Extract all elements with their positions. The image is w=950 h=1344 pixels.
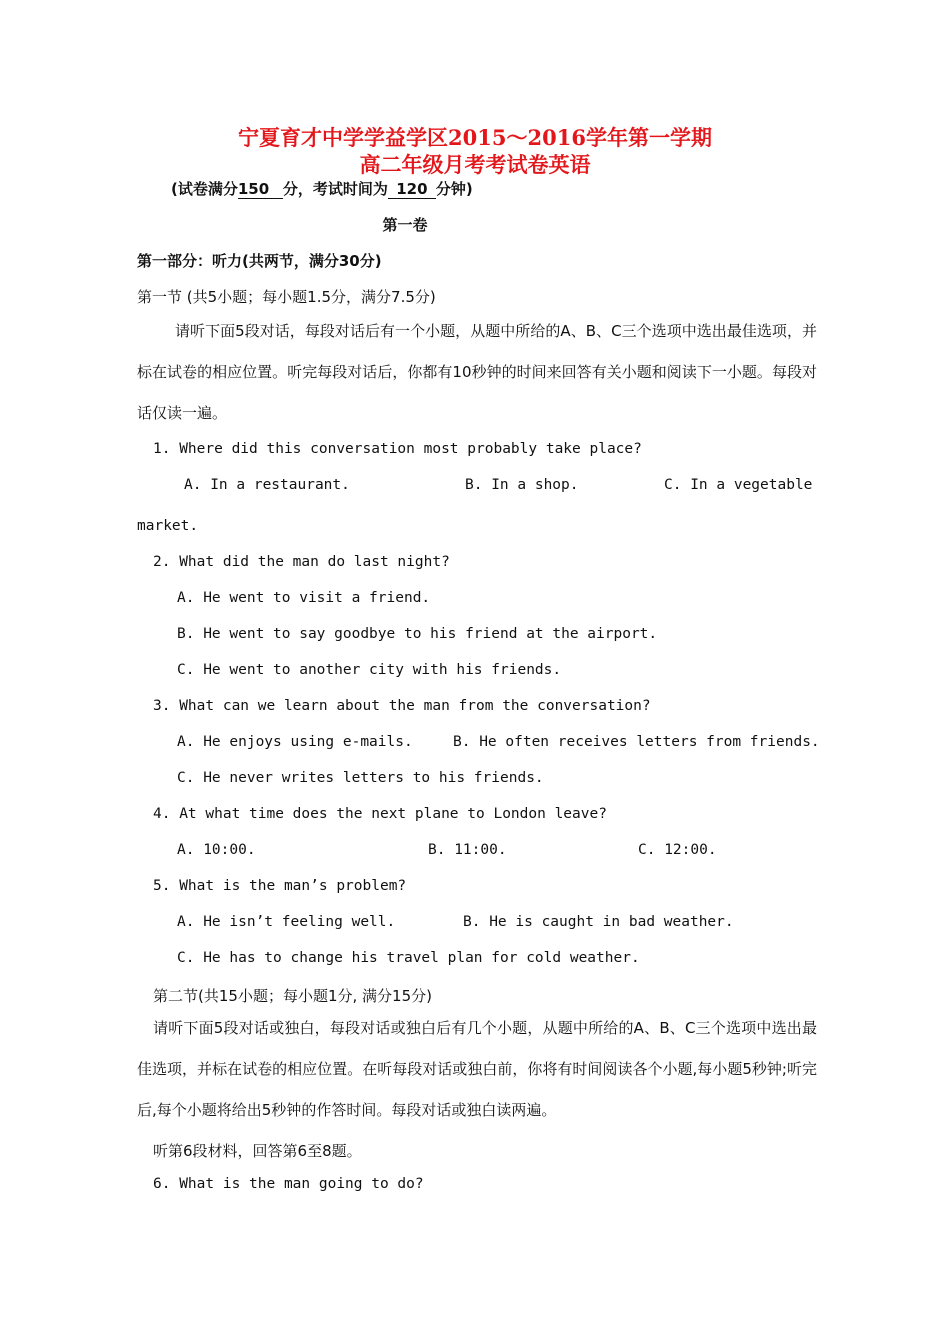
info-middle: 分，考试时间为	[282, 180, 388, 198]
question-4-option-c: C. 12:00.	[638, 842, 717, 858]
question-6-stem: 6. What is the man going to do?	[153, 1176, 424, 1192]
exam-title-line1: 宁夏育才中学学益学区2015～2016学年第一学期	[238, 125, 712, 150]
question-2-option-b: B. He went to say goodbye to his friend at the airport.	[177, 626, 658, 642]
question-5-option-c: C. He has to change his travel plan for cold weather.	[177, 950, 640, 966]
section-two-heading: 第二节(共15小题；每小题1分, 满分15分)	[153, 987, 432, 1005]
question-3-option-c: C. He never writes letters to his friends.	[177, 770, 544, 786]
question-3-option-b: B. He often receives letters from friends.	[453, 734, 820, 750]
question-1-option-c-wrap: market.	[137, 518, 199, 534]
question-5-option-b: B. He is caught in bad weather.	[463, 914, 734, 930]
question-5-stem: 5. What is the man’s problem?	[153, 878, 407, 894]
question-3-stem: 3. What can we learn about the man from the conversation?	[153, 698, 651, 714]
volume-heading: 第一卷	[382, 216, 428, 234]
question-1-option-c: C. In a vegetable	[664, 477, 813, 493]
section-two-instructions: 请听下面5段对话或独白，每段对话或独白后有几个小题，从题中所给的A、B、C三个选项中选出最佳选项，并标在试卷的相应位置。在听每段对话或独白前，你将有时间阅读各个小题,每小题5秒钟;听完后,每个小题将给出5秒钟的作答时间。每段对话或独白读两遍。	[137, 1019, 817, 1119]
question-2-option-c: C. He went to another city with his friends.	[177, 662, 562, 678]
question-4-option-b: B. 11:00.	[428, 842, 507, 858]
section-one-heading: 第一节 (共5小题；每小题1.5分，满分7.5分)	[137, 288, 436, 306]
full-score-value: 150	[238, 181, 283, 199]
info-prefix: (试卷满分	[171, 180, 238, 198]
question-4-stem: 4. At what time does the next plane to London leave?	[153, 806, 607, 822]
question-1-stem: 1. Where did this conversation most probably take place?	[153, 441, 642, 457]
material-6-note: 听第6段材料，回答第6至8题。	[153, 1142, 362, 1160]
question-1-option-a: A. In a restaurant.	[184, 477, 350, 493]
question-3-option-a: A. He enjoys using e-mails.	[177, 734, 413, 750]
question-4-option-a: A. 10:00.	[177, 842, 256, 858]
info-suffix: 分钟)	[435, 180, 473, 198]
question-5-option-a: A. He isn’t feeling well.	[177, 914, 396, 930]
part-one-heading: 第一部分：听力(共两节，满分30分)	[137, 252, 382, 270]
exam-time-value: 120	[388, 181, 436, 199]
section-one-instructions: 请听下面5段对话，每段对话后有一个小题，从题中所给的A、B、C三个选项中选出最佳选项，并标在试卷的相应位置。听完每段对话后，你都有10秒钟的时间来回答有关小题和阅读下一小题。每段对话仅读一遍。	[137, 322, 817, 422]
exam-info	[171, 178, 473, 199]
question-1-option-b: B. In a shop.	[465, 477, 579, 493]
question-2-option-a: A. He went to visit a friend.	[177, 590, 431, 606]
exam-title-line2: 高二年级月考考试卷英语	[359, 152, 591, 177]
question-2-stem: 2. What did the man do last night?	[153, 554, 450, 570]
